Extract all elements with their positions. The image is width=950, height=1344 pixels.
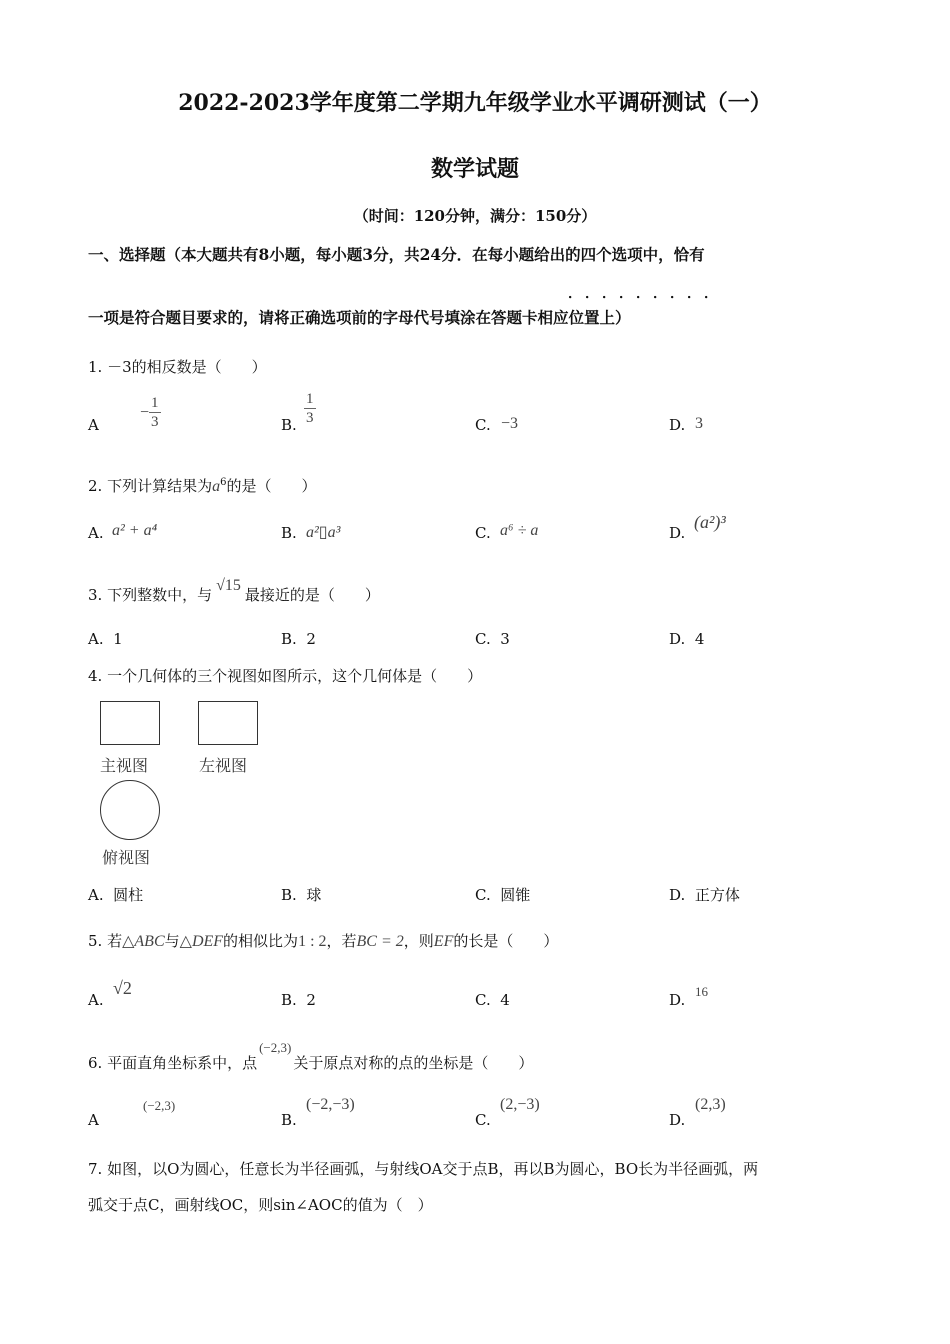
q3-option-c-letter: C. bbox=[475, 630, 491, 648]
q3-option-d-letter: D. bbox=[669, 630, 686, 648]
left-view-label: 左视图 bbox=[199, 756, 248, 775]
q2-stem-sup: 6 bbox=[220, 477, 227, 488]
q3-option-d bbox=[669, 630, 704, 648]
q3-stem bbox=[88, 577, 380, 605]
q3-option-b bbox=[281, 630, 316, 648]
q3-option-a-value: 1 bbox=[113, 630, 123, 648]
q6-option-b-letter: B. bbox=[281, 1111, 297, 1129]
q6-stem-suffix: 关于原点对称的点的坐标是（ ） bbox=[293, 1054, 534, 1072]
q5-option-c-value: 4 bbox=[500, 991, 510, 1009]
front-view-label: 主视图 bbox=[100, 756, 149, 775]
q7-stem-line2: 弧交于点C，画射线OC，则sin∠AOC的值为（ ） bbox=[88, 1196, 433, 1214]
emphasis-dots: ．．．．．．．．． bbox=[568, 286, 728, 302]
top-view-circle bbox=[100, 780, 160, 840]
q1-option-a-sign: − bbox=[140, 404, 150, 421]
q5-stem-part-10: 的长是（ ） bbox=[453, 932, 559, 950]
q4-option-a bbox=[88, 884, 143, 905]
section-heading-line2: 一项是符合题目要求的，请将正确选项前的字母代号填涂在答题卡相应位置上） bbox=[88, 308, 631, 327]
q1-option-b-den: 3 bbox=[306, 410, 314, 426]
q4-option-c-letter: C. bbox=[475, 886, 491, 904]
q5-option-b-value: 2 bbox=[306, 991, 316, 1009]
q2-option-b-value: a²▯a³ bbox=[306, 524, 341, 541]
q2-option-a-value: a² + a⁴ bbox=[112, 522, 158, 539]
q2-stem-math: a bbox=[212, 478, 221, 495]
q7-stem-line1: 7. 如图，以O为圆心，任意长为半径画弧，与射线OA交于点B，再以B为圆心，BO长为半径画弧，两 bbox=[88, 1160, 759, 1178]
q3-stem-math: √15 bbox=[216, 577, 241, 594]
q3-option-c bbox=[475, 630, 510, 648]
q4-option-c bbox=[475, 884, 530, 905]
q3-option-a-letter: A. bbox=[88, 630, 104, 648]
q5-stem bbox=[88, 930, 558, 951]
q1-option-b-num: 1 bbox=[306, 391, 314, 407]
q3-option-b-value: 2 bbox=[306, 630, 316, 648]
q4-option-c-value: 圆锥 bbox=[500, 886, 531, 904]
q5-stem-def: △DEF bbox=[179, 933, 224, 950]
q1-option-c-value: −3 bbox=[501, 415, 519, 432]
left-view-square bbox=[198, 701, 258, 745]
q5-stem-abc: △ABC bbox=[122, 933, 165, 950]
q6-stem-point: (−2,3) bbox=[259, 1040, 292, 1055]
q6-option-d-value: (2,3) bbox=[695, 1096, 726, 1113]
q3-option-d-value: 4 bbox=[694, 630, 705, 648]
q6-stem-prefix: 6. 平面直角坐标系中，点 bbox=[88, 1054, 258, 1072]
q3-option-b-letter: B. bbox=[281, 630, 297, 648]
q2-option-b-letter: B. bbox=[281, 524, 297, 542]
q5-stem-part-2: 与 bbox=[164, 932, 180, 950]
q1-stem: 1. －3的相反数是（ ） bbox=[88, 358, 267, 376]
q4-option-d-value: 正方体 bbox=[694, 886, 740, 904]
q2-option-d-value: (a²)³ bbox=[694, 512, 726, 532]
q5-option-b bbox=[281, 991, 316, 1009]
q4-option-d bbox=[669, 884, 740, 905]
q5-option-a-letter: A. bbox=[88, 991, 104, 1009]
q6-option-c-letter: C. bbox=[475, 1111, 491, 1129]
q6-stem bbox=[88, 1040, 534, 1073]
page-title: 2022-2023学年度第二学期九年级学业水平调研测试（一） bbox=[178, 90, 772, 116]
q1-option-a-num: 1 bbox=[151, 395, 159, 411]
q5-stem-part-0: 5. 若 bbox=[88, 932, 123, 950]
q4-option-a-value: 圆柱 bbox=[113, 886, 144, 904]
q2-stem-prefix: 2. 下列计算结果为 bbox=[88, 477, 213, 495]
q2-stem bbox=[88, 475, 316, 496]
front-view-square bbox=[100, 701, 160, 745]
q4-option-a-letter: A. bbox=[88, 886, 104, 904]
q3-stem-suffix: 最接近的是（ ） bbox=[244, 586, 380, 604]
q5-option-d-letter: D. bbox=[669, 991, 686, 1009]
q2-option-c-value: a⁶ ÷ a bbox=[500, 522, 539, 539]
section-heading-line1: 一、选择题（本大题共有8小题，每小题3分，共24分．在每小题给出的四个选项中，恰有 bbox=[88, 245, 705, 264]
q1-option-b-letter: B. bbox=[281, 416, 297, 434]
q5-option-c-letter: C. bbox=[475, 991, 491, 1009]
q4-option-b-value: 球 bbox=[306, 886, 322, 904]
q2-stem-suffix: 的是（ ） bbox=[226, 477, 317, 495]
q1-option-c-letter: C. bbox=[475, 416, 491, 434]
q2-option-a-letter: A. bbox=[88, 524, 104, 542]
q1-option-b-value bbox=[304, 390, 316, 427]
q5-option-a-value: √2 bbox=[113, 978, 132, 998]
q6-option-a-value: (−2,3) bbox=[143, 1098, 176, 1113]
q5-option-c bbox=[475, 991, 510, 1009]
q5-option-b-letter: B. bbox=[281, 991, 297, 1009]
q1-option-d-letter: D. bbox=[669, 416, 686, 434]
q1-option-a-value bbox=[140, 394, 161, 431]
q6-option-a-letter: A bbox=[88, 1111, 99, 1129]
q4-option-b-letter: B. bbox=[281, 886, 297, 904]
q5-stem-ratio: 1 : 2 bbox=[298, 933, 327, 950]
q2-option-c-letter: C. bbox=[475, 524, 491, 542]
time-note: （时间：120分钟，满分：150分） bbox=[353, 207, 597, 225]
q3-option-a bbox=[88, 630, 123, 648]
top-view-label: 俯视图 bbox=[102, 848, 151, 867]
q5-stem-part-8: ，则 bbox=[403, 932, 434, 950]
q4-option-b bbox=[281, 884, 321, 905]
q3-option-c-value: 3 bbox=[500, 630, 510, 648]
q5-option-d-value: 16 bbox=[695, 984, 708, 999]
q5-stem-ef: EF bbox=[433, 933, 454, 950]
q4-stem: 4. 一个几何体的三个视图如图所示，这个几何体是（ ） bbox=[88, 667, 483, 685]
q2-option-d-letter: D. bbox=[669, 524, 686, 542]
page-subtitle: 数学试题 bbox=[430, 156, 519, 182]
q1-option-d-value: 3 bbox=[695, 415, 703, 432]
q1-option-a-den: 3 bbox=[151, 414, 159, 430]
q1-option-a-letter: A bbox=[88, 416, 99, 434]
q6-option-b-value: (−2,−3) bbox=[306, 1096, 355, 1113]
q5-stem-bc: BC = 2 bbox=[356, 933, 404, 950]
q4-option-d-letter: D. bbox=[669, 886, 686, 904]
q5-stem-part-4: 的相似比为 bbox=[223, 932, 299, 950]
q5-stem-part-6: ，若 bbox=[326, 932, 357, 950]
q6-option-d-letter: D. bbox=[669, 1111, 686, 1129]
q3-stem-prefix: 3. 下列整数中，与 bbox=[88, 586, 213, 604]
q6-option-c-value: (2,−3) bbox=[500, 1096, 540, 1113]
